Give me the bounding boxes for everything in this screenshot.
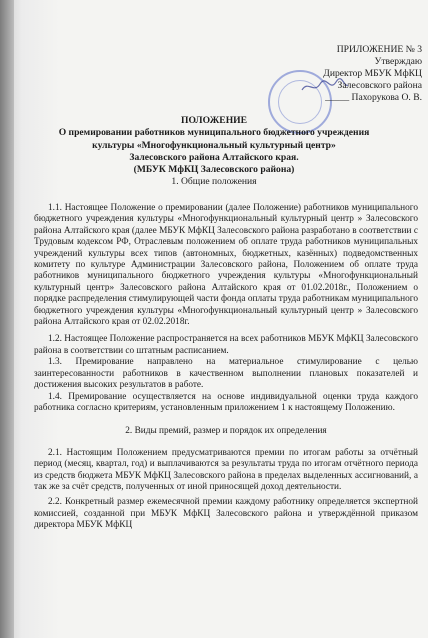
annex-number: ПРИЛОЖЕНИЕ № 3 [336,44,422,55]
page-binding-edge [0,0,14,638]
paragraph-1-1: 1.1. Настоящее Положение о премировании (далее Положение) работников муниципального бюджетного учреждения культуры «Многофункциональный культурный центр » Залесовского района Алтайского края (далее МБУК МфКЦ Залесовского района разработано в соответствии с Трудовым кодексом РФ, Отраслевым положением об оплате труда работников муниципальных учреждений культуры всех типов (автономных, бюджетных, казённых) подведомственных комитету по культуре Администрации Залесовского района, Положением об оплате труда работников муниципального бюджетного учреждения культуры «Многофункциональный культурный центр» Залесовского района Алтайского края от 01.02.2018г., Положением о порядке распределения стимулирующей части фонда оплаты труда работникам муниципального бюджетного учреждения культуры «Многофункциональный культурный центр » Залесовского района Алтайского края от 02.02.2018г. [34,203,418,328]
paragraph-1-2: 1.2. Настоящее Положение распространяется на всех работников МБУК МфКЦ Залесовского района в соответствии со штатным расписанием. [34,334,418,356]
title-line-4: (МБУК МфКЦ Залесовского района) [133,164,295,176]
title-line-1: О премировании работников муниципального бюджетного учреждения [58,127,370,139]
section-2-heading: 2. Виды премий, размер и порядок их определения [125,426,327,437]
title-line-3: Залесовского района Алтайского края. [129,151,299,163]
paragraph-2-2: 2.2. Конкретный размер ежемесячной премии каждому работнику определяется экспертной комиссией, созданной при МБУК МфКЦ Залесовского района и утверждённой приказом директора МБУК МфКЦ [34,497,418,531]
paragraph-1-4: 1.4. Премирование осуществляется на основе индивидуальной оценки труда каждого работника согласно критериям, установленным приложением 1 к настоящему Положению. [34,391,418,413]
district-name: Залесовского района [337,80,422,91]
approve-label: Утверждаю [374,56,422,67]
title-line-2: культуры «Многофункциональный культурный центр» [92,139,336,151]
signer-name: _____ Пахорукова О. В. [325,92,422,103]
paragraph-2-1: 2.1. Настоящим Положением предусматриваются премии по итогам работы за отчётный период (месяц, квартал, год) и выплачиваются за результаты труда по итогам отчётного периода из средств бюджета МБУК МфКЦ Залесовского района в пределах выделенных ассигнований, а так же за счёт средств, полученных от иной приносящей доход деятельности. [34,447,418,492]
document-heading [10,115,418,189]
document-title: ПОЛОЖЕНИЕ [180,115,248,126]
paragraph-1-3: 1.3. Премирование направлено на материальное стимулирование с целью заинтересованности работников в качественном выполнении плановых показателей и достижения высоких результатов в работе. [34,357,418,391]
approval-block [262,44,422,104]
director-title: Директор МБУК МфКЦ [323,68,422,79]
document-body [34,203,418,536]
section-1-heading: 1. Общие положения [171,176,257,188]
